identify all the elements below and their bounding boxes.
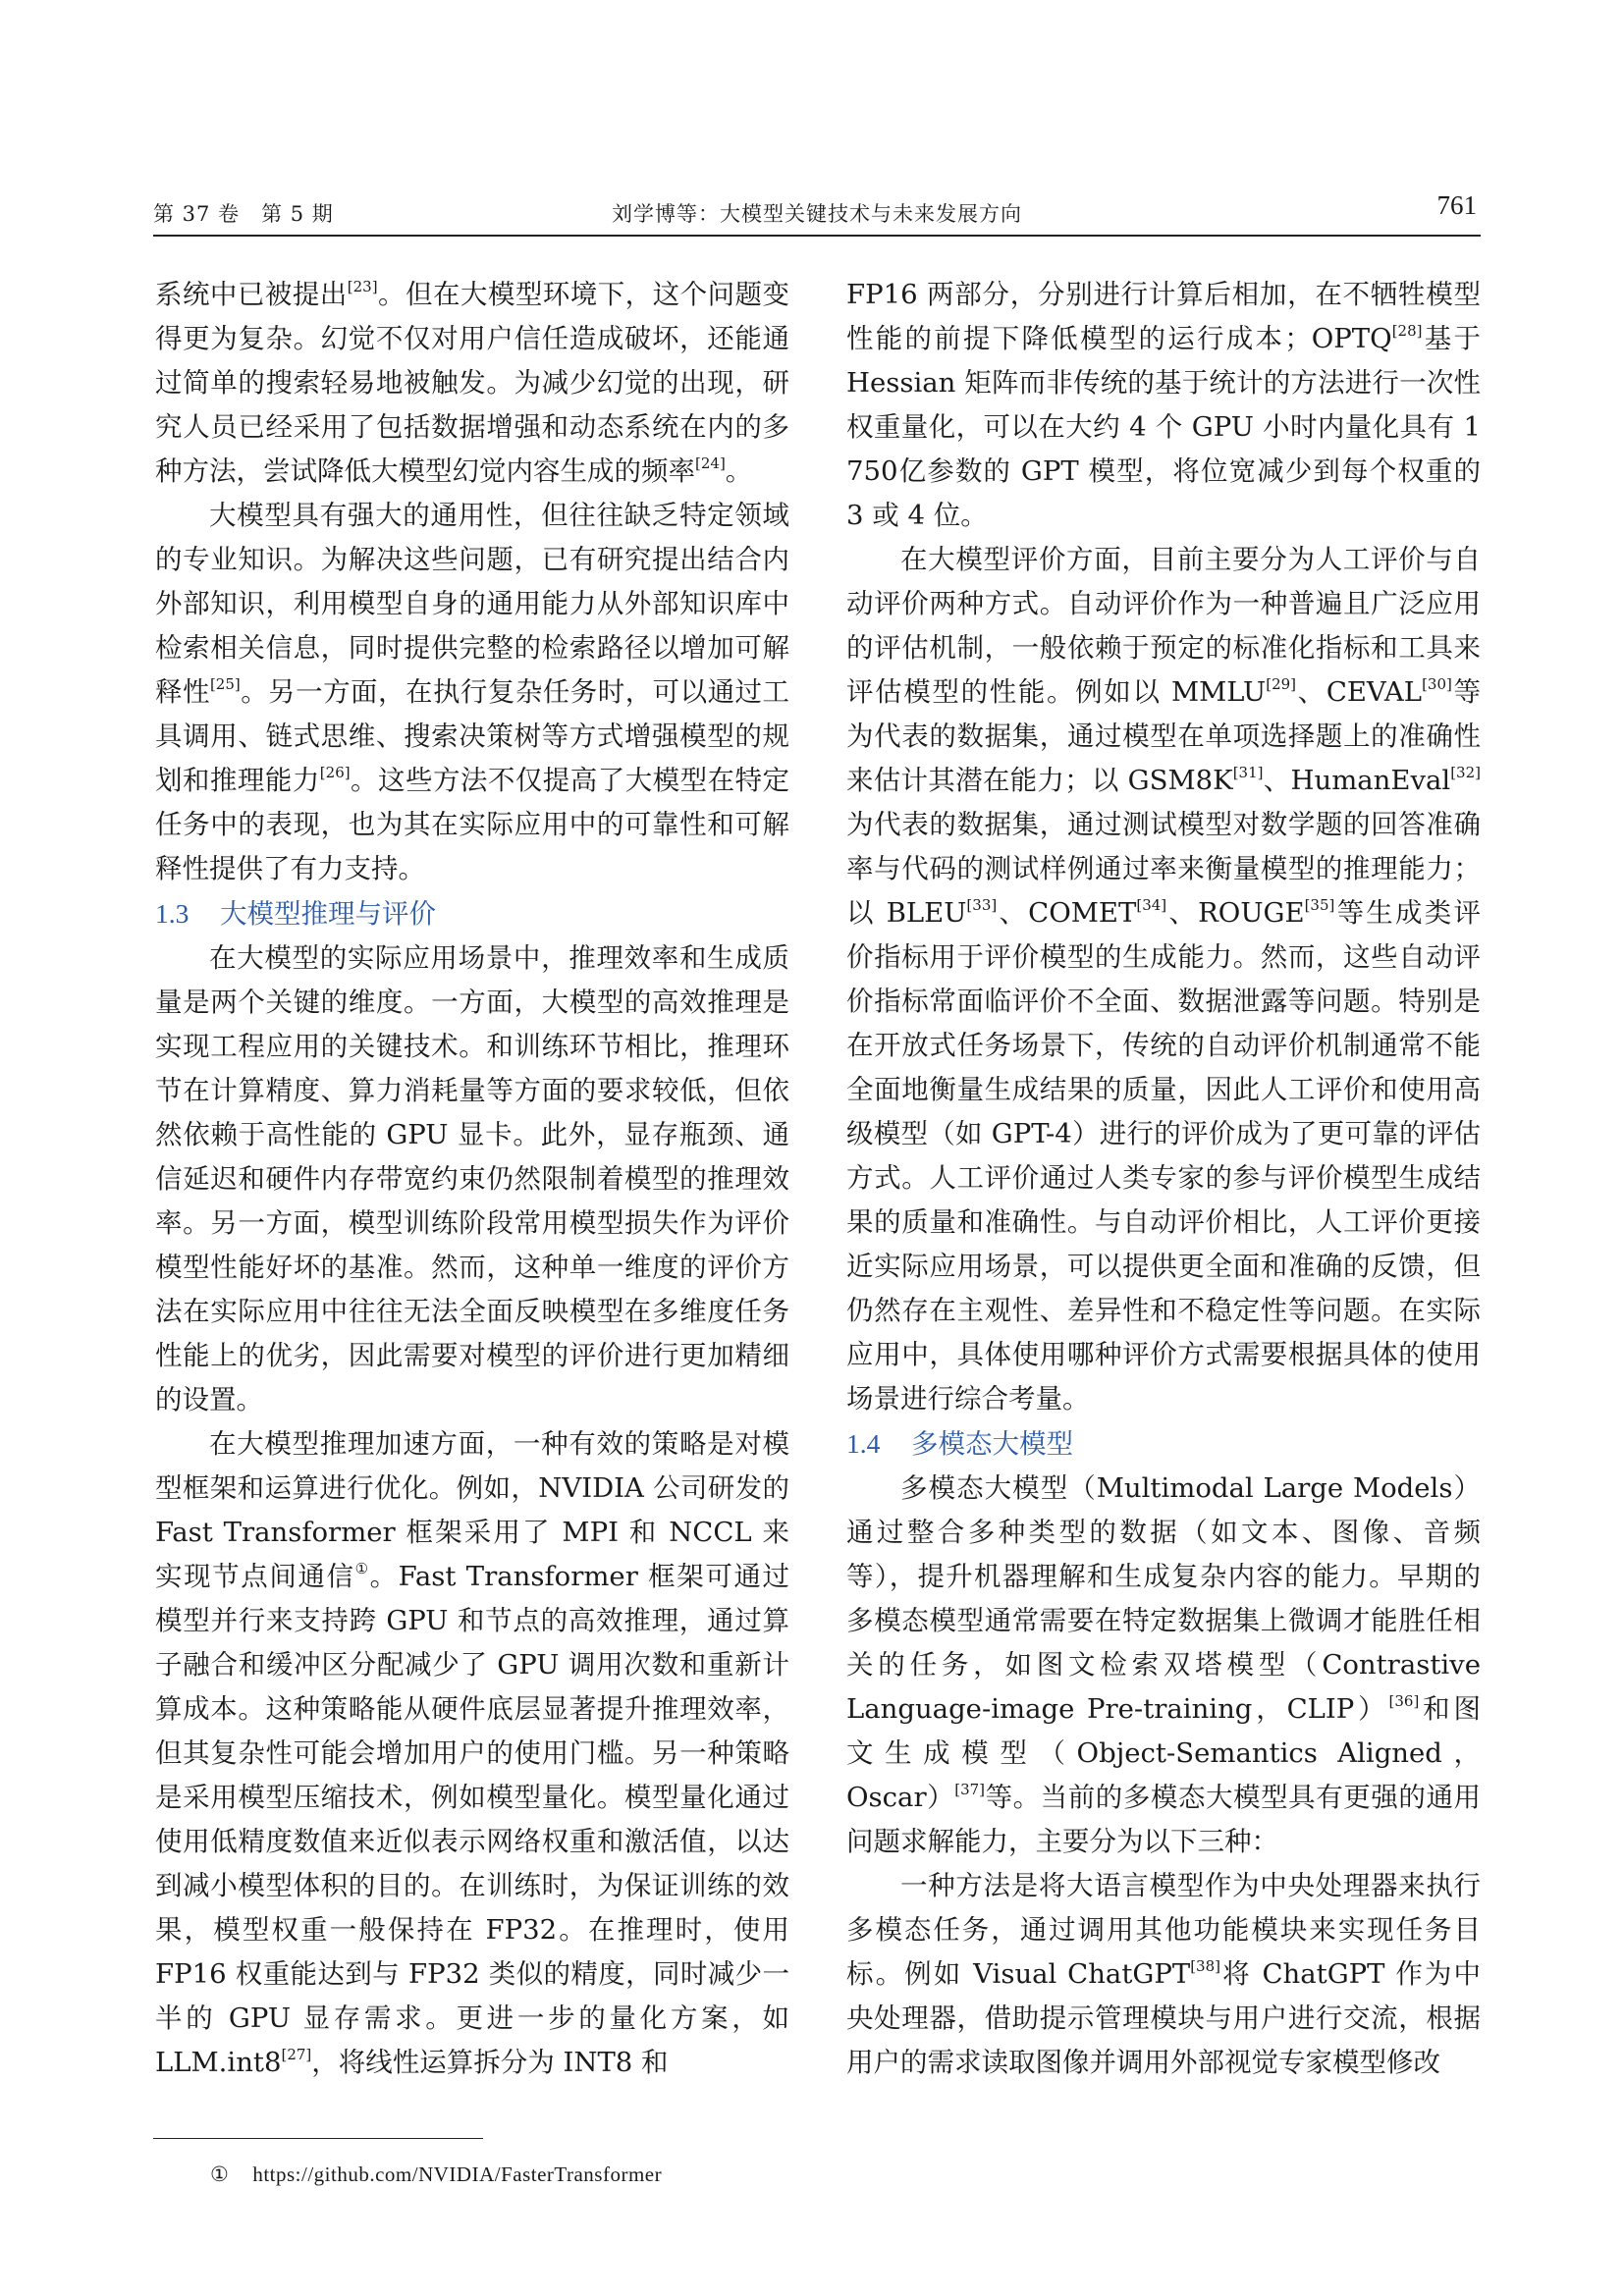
citation[interactable]: [29] [1266,675,1297,693]
running-header [153,192,1481,232]
citation[interactable]: [34] [1136,896,1167,914]
citation[interactable]: [37] [954,1781,986,1798]
paragraph: 一种方法是将大语言模型作为中央处理器来执行多模态任务，通过调用其他功能模块来实现任务目标。例如 Visual ChatGPT[38]将 ChatGPT 作为中央处理器，借助提示管理模块与用户进行交流，根据用户的需求读取图像并调用外部视觉专家模型修改 [846,1870,1482,2078]
section-heading-1-3: 1.3 大模型推理与评价 [155,898,436,930]
page-number: 761 [1436,190,1477,220]
citation[interactable]: [27] [281,2046,312,2063]
paragraph: 多模态大模型（Multimodal Large Models）通过整合多种类型的数据（如文本、图像、音频等），提升机器理解和生成复杂内容的能力。早期的多模态模型通常需要在特定数据集上微调才能胜任相关的任务，如图文检索双塔模型（Contrastive Language-image Pre-training，CLIP）[36]和图文生成模型（Object-Semantics Aligned，Oscar）[37]等。当前的多模态大模型具有更强的通用问题求解能力，主要分为以下三种： [846,1472,1482,1857]
section-heading-1-4: 1.4 多模态大模型 [846,1428,1073,1460]
citation[interactable]: [36] [1388,1692,1420,1710]
footnote-mark: ① [210,2163,230,2186]
paragraph: 在大模型的实际应用场景中，推理效率和生成质量是两个关键的维度。一方面，大模型的高效推理是实现工程应用的关键技术。和训练环节相比，推理环节在计算精度、算力消耗量等方面的要求较低，但依然依赖于高性能的 GPU 显卡。此外，显存瓶颈、通信延迟和硬件内存带宽约束仍然限制着模型的推理效率。另一方面，模型训练阶段常用模型损失作为评价模型性能好坏的基准。然而，这种单一维度的评价方法在实际应用中往往无法全面反映模型在多维度任务性能上的优劣，因此需要对模型的评价进行更加精细的设置。 [155,942,789,1415]
paragraph: FP16 两部分，分别进行计算后相加，在不牺牲模型性能的前提下降低模型的运行成本；OPTQ[28]基于 Hessian 矩阵而非传统的基于统计的方法进行一次性权重量化，可以在大约 4 个 GPU 小时内量化具有 1 750亿参数的 GPT 模型，将位宽减少到每个权重的 3 或 4 位。 [846,279,1482,531]
volume-issue: 第 37 卷 第 5 期 [153,202,334,226]
citation[interactable]: [25] [209,675,241,693]
citation[interactable]: [35] [1304,896,1335,914]
header-rule [153,235,1481,237]
paragraph: 系统中已被提出[23]。但在大模型环境下，这个问题变得更为复杂。幻觉不仅对用户信任造成破坏，还能通过简单的搜索轻易地被触发。为减少幻觉的出现，研究人员已经采用了包括数据增强和动态系统在内的多种方法，尝试降低大模型幻觉内容生成的频率[24]。 [155,278,790,487]
footnote-rule [153,2138,483,2139]
citation[interactable]: [23] [347,278,378,295]
citation[interactable]: [31] [1232,764,1264,781]
citation[interactable]: [33] [966,896,998,914]
citation[interactable]: [24] [695,454,726,472]
paragraph: 在大模型评价方面，目前主要分为人工评价与自动评价两种方式。自动评价作为一种普遍且广泛应用的评估机制，一般依赖于预定的标准化指标和工具来评估模型的性能。例如以 MMLU[29]、CEVAL[30]等为代表的数据集，通过模型在单项选择题上的准确性来估计其潜在能力；以 GSM8K[31]、HumanEval[32]为代表的数据集，通过测试模型对数学题的回答准确率与代码的测试样例通过率来衡量模型的推理能力；以 BLEU[33]、COMET[34]、ROUGE[35]等生成类评价指标用于评价模型的生成能力。然而，这些自动评价指标常面临评价不全面、数据泄露等问题。特别是在开放式任务场景下，传统的自动评价机制通常不能全面地衡量生成结果的质量，因此人工评价和使用高级模型（如 GPT-4）进行的评价成为了更可靠的评估方式。人工评价通过人类专家的参与评价模型生成结果的质量和准确性。与自动评价相比，人工评价更接近实际应用场景，可以提供更全面和准确的反馈，但仍然存在主观性、差异性和不稳定性等问题。在实际应用中，具体使用哪种评价方式需要根据具体的使用场景进行综合考量。 [846,544,1482,1415]
citation[interactable]: [38] [1190,1957,1220,1975]
footnote-url[interactable]: https://github.com/NVIDIA/FasterTransformer [252,2163,663,2186]
footnote [210,2163,662,2187]
paragraph: 在大模型推理加速方面，一种有效的策略是对模型框架和运算进行优化。例如，NVIDIA 公司研发的 Fast Transformer 框架采用了 MPI 和 NCCL 来实现节点间通信①。Fast Transformer 框架可通过模型并行来支持跨 GPU 和节点的高效推理，通过算子融合和缓冲区分配减少了 GPU 调用次数和重新计算成本。这种策略能从硬件底层显著提升推理效率，但其复杂性可能会增加用户的使用门槛。另一种策略是采用模型压缩技术，例如模型量化。模型量化通过使用低精度数值来近似表示网络权重和激活值，以达到减小模型体积的目的。在训练时，为保证训练的效果，模型权重一般保持在 FP32。在推理时，使用 FP16 权重能达到与 FP32 类似的精度，同时减少一半的 GPU 显存需求。更进一步的量化方案，如 LLM.int8[27]，将线性运算拆分为 INT8 和 [155,1428,789,2078]
left-column [155,273,789,2085]
footnote-marker[interactable]: ① [354,1560,370,1577]
running-title: 刘学博等：大模型关键技术与未来发展方向 [612,202,1022,226]
citation[interactable]: [28] [1391,322,1423,340]
citation[interactable]: [30] [1422,675,1452,693]
citation[interactable]: [26] [319,764,351,781]
right-column [846,273,1481,2085]
paragraph: 大模型具有强大的通用性，但往往缺乏特定领域的专业知识。为解决这些问题，已有研究提出结合内外部知识，利用模型自身的通用能力从外部知识库中检索相关信息，同时提供完整的检索路径以增加可解释性[25]。另一方面，在执行复杂任务时，可以通过工具调用、链式思维、搜索决策树等方式增强模型的规划和推理能力[26]。这些方法不仅提高了大模型在特定任务中的表现，也为其在实际应用中的可靠性和可解释性提供了有力支持。 [155,500,790,884]
citation[interactable]: [32] [1450,764,1481,781]
